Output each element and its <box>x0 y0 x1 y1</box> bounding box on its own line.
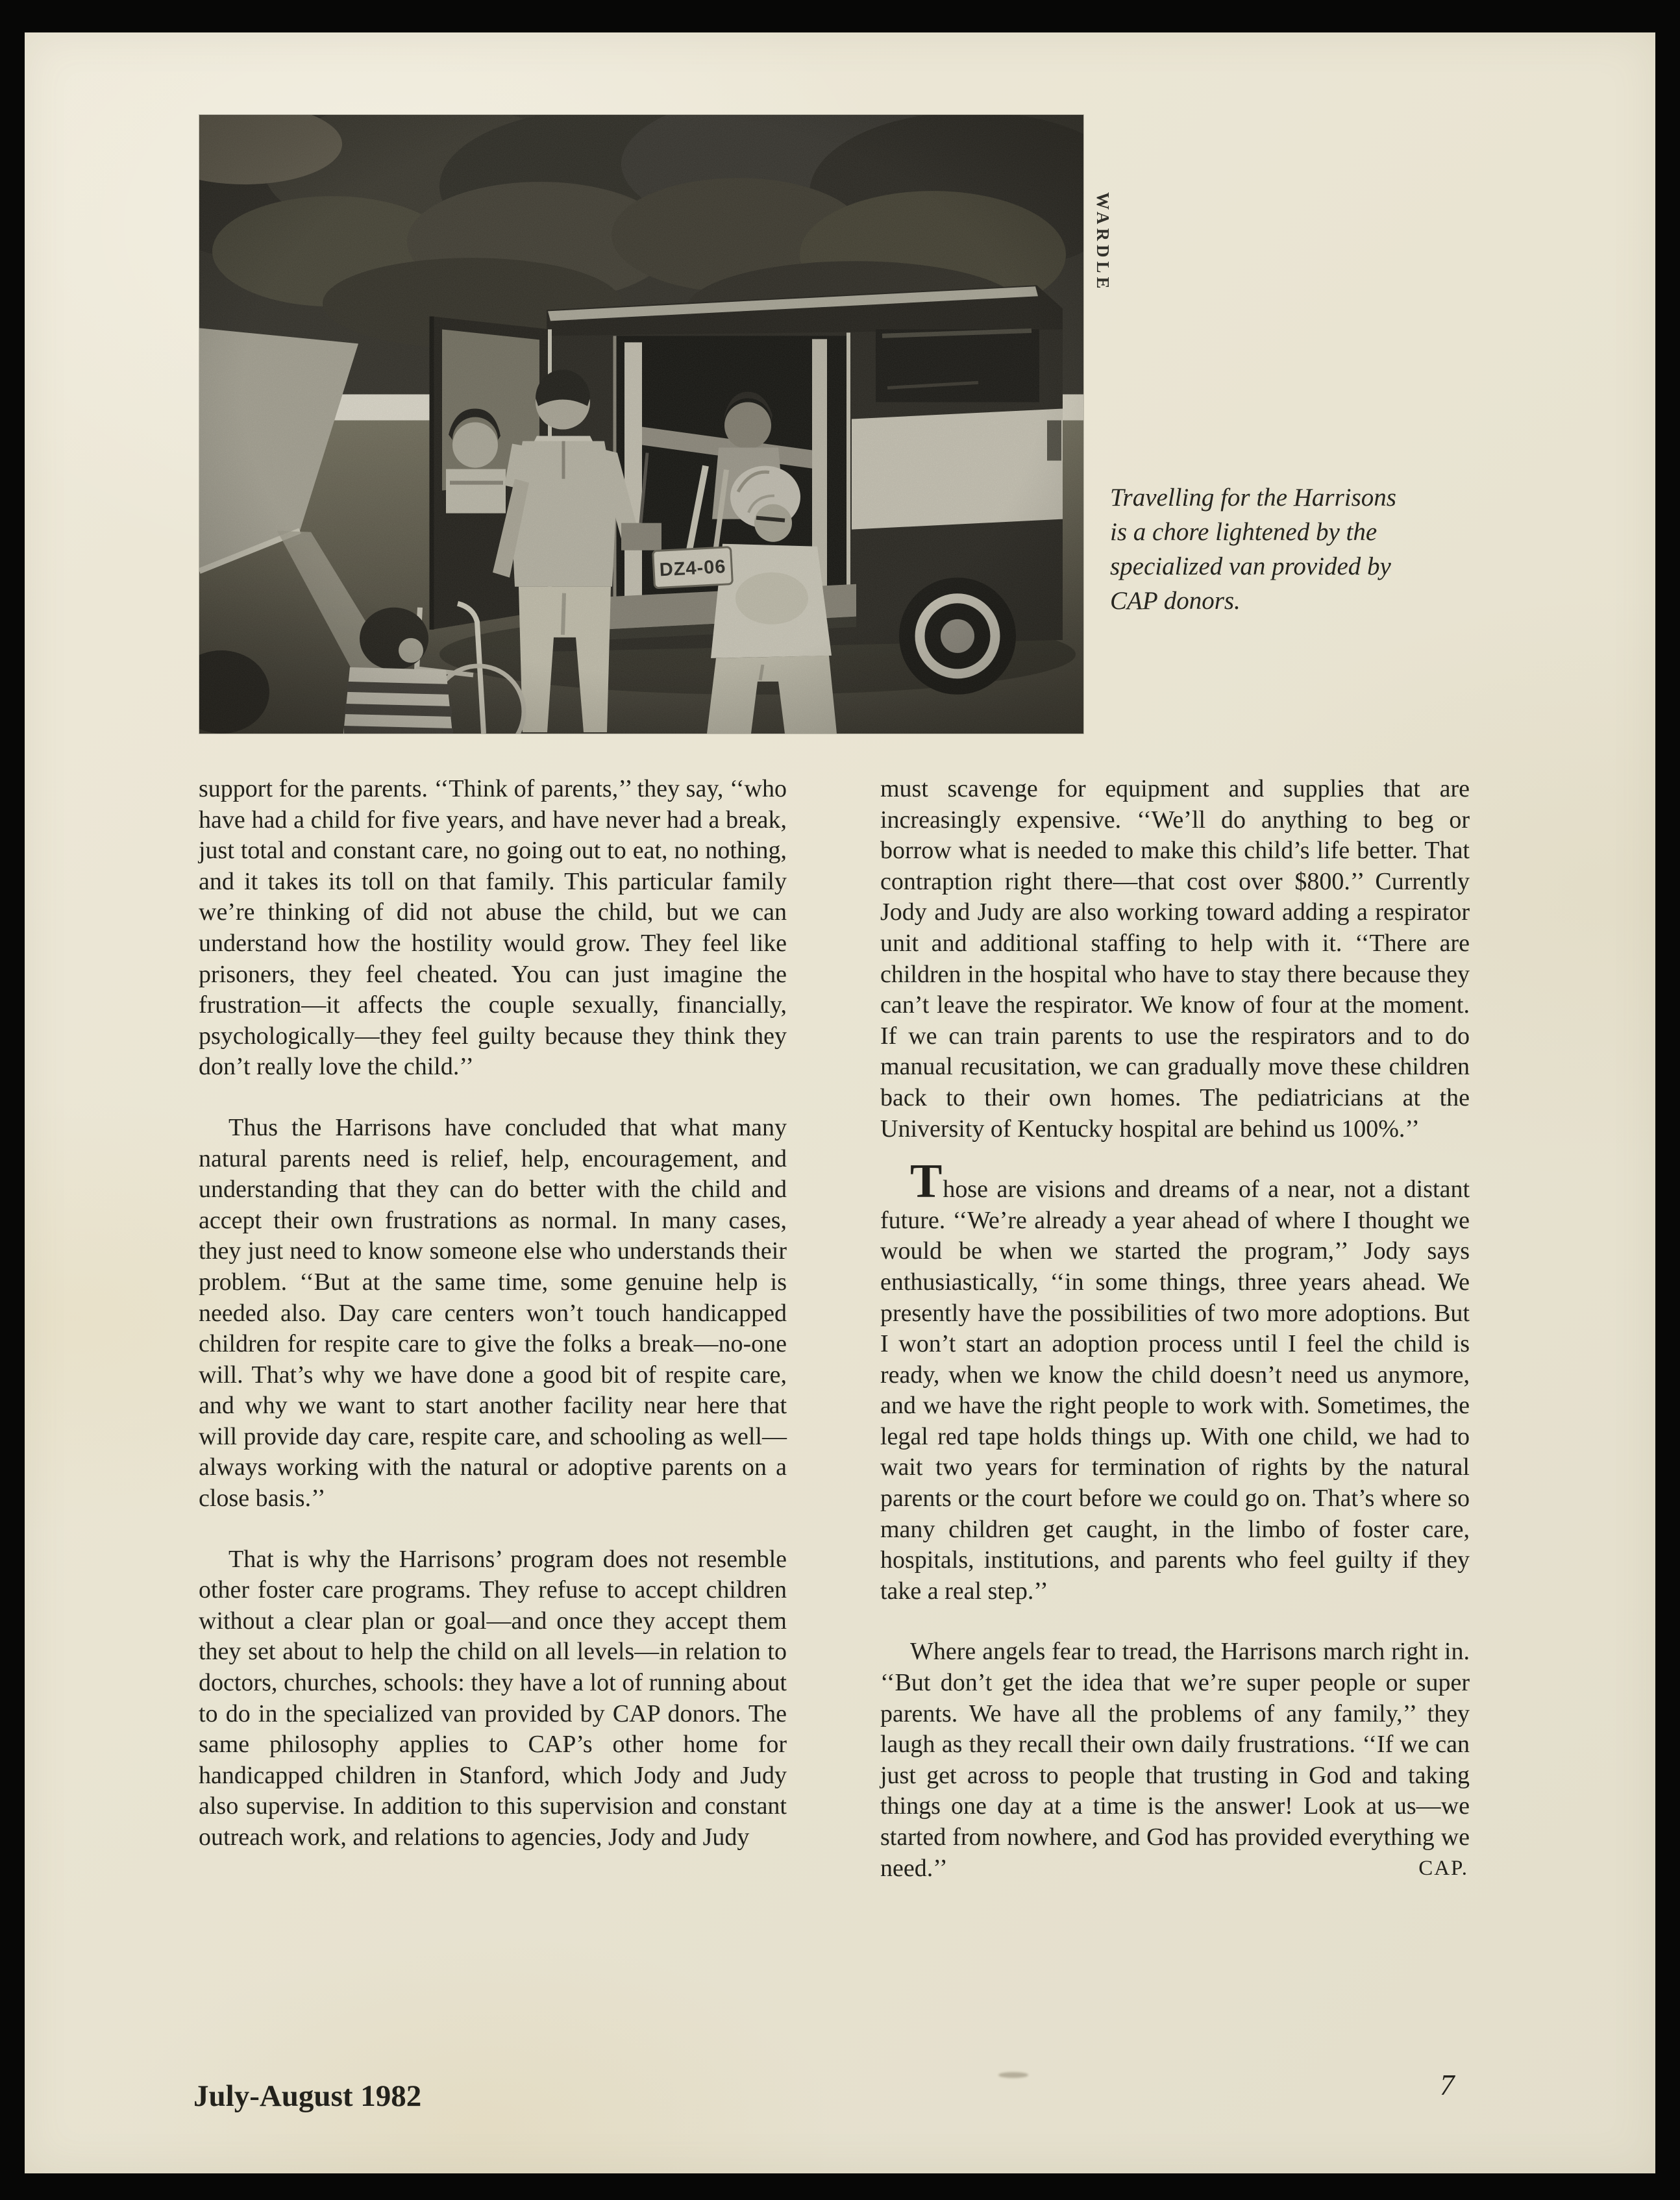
caption-line: specialized van provided by <box>1110 552 1391 580</box>
paragraph: That is why the Harrisons’ program does not resemble other foster care programs. They refuse to accept children without a clear plan or goal—and once they accept them they set about to help the child on all levels—in relation to doctors, churches, schools: they have a lot of running about to do in the specialized van provided by CAP donors. The same philosophy applies to CAP’s other home for handicapped children in Stanford, which Jody and Judy also supervise. In addition to this supervision and constant outreach work, and relations to agencies, Jody and Judy <box>199 1545 787 1851</box>
photo-credit: WARDLE <box>1093 192 1113 293</box>
page-number: 7 <box>1440 2069 1455 2101</box>
footer-issue-date: July-August 1982 <box>193 2079 422 2113</box>
photo-vignette <box>199 115 1083 734</box>
photo-scene <box>199 115 1083 734</box>
photo-caption <box>1110 480 1396 618</box>
paragraph <box>880 1637 1470 1884</box>
scan-smudge <box>998 2072 1028 2078</box>
caption-line: Travelling for the Harrisons <box>1110 484 1396 512</box>
article-signoff: CAP. <box>1418 1856 1468 1880</box>
paragraph-text: Where angels fear to tread, the Harrisons march right in. ‘‘But don’t get the idea that we’re super people or super parents. We have all the problems of any family,’’ they laugh as they recall their own daily frustrations. ‘‘If we can just get across to people that trusting in God and taking things one day at a time is the answer! Look at us—we started from nowhere, and God has provided everything we need.’’ <box>880 1638 1470 1882</box>
paragraph: must scavenge for equipment and supplies that are increasingly expensive. ‘‘We’ll do anything to beg or borrow what is needed to make this child’s life better. That contraption right there—that cost over $800.’’ Currently Jody and Judy are also working toward adding a respirator unit and additional staffing to help with it. ‘‘There are children in the hospital who have to stay there because they can’t leave the respirator. We know of four at the moment. If we can train parents to use the respirators and to do manual recusitation, we can gradually move these children back to their own homes. The pediatricians at the University of Kentucky hospital are behind us 100%.’’ <box>880 775 1470 1143</box>
page <box>25 32 1655 2173</box>
raised-cap: T <box>910 1155 943 1209</box>
caption-line: is a chore lightened by the <box>1110 518 1377 546</box>
paragraph: support for the parents. ‘‘Think of parents,’’ they say, ‘‘who have had a child for five years, and have never had a break, just total and constant care, no going out to eat, no nothing, and it takes its toll on that family. This particular family we’re thinking of did not abuse the child, but we can understand how the hostility would grow. They feel like prisoners, they feel cheated. You can just imagine the frustration—it affects the couple sexually, financially, psychologically—they feel guilty because they think they don’t really love the child.’’ <box>199 775 787 1081</box>
paragraph: Thus the Harrisons have concluded that what many natural parents need is relief, help, encouragement, and understanding that they can do better with the child and accept their own frustrations as normal. In many cases, they just need to know someone else who understands their problem. ‘‘But at the same time, some genuine help is needed also. Day care centers won’t touch handicapped children for respite care to give the folks a break—no-one will. That’s why we have done a good bit of respite care, and why we want to start another facility near here that will provide day care, respite care, and schooling as well—always working with the natural or adoptive parents on a close basis.’’ <box>199 1113 787 1513</box>
caption-line: CAP donors. <box>1110 587 1241 615</box>
column-right <box>880 774 1470 1884</box>
paragraph-with-raised-cap <box>880 1155 1470 1607</box>
family-van-photo <box>199 115 1083 734</box>
paragraph-text: hose are visions and dreams of a near, not a distant future. ‘‘We’re already a year ahead of where I thought we would be when we started the program,’’ Jody says enthusiastically, ‘‘in some things, three years ahead. We presently have the possibilities of two more adoptions. But I won’t start an adoption process until I feel the child is ready, when we know the child doesn’t need us anymore, and we have the right people to work with. Sometimes, the legal red tape holds things up. With one child, we had to wait two years for termination of rights by the natural parents or the court before we could go on. That’s where so many children get caught, in the limbo of foster care, hospitals, institutions, and parents who feel guilty if they take a real step.’’ <box>880 1176 1470 1605</box>
column-left <box>199 774 787 1853</box>
